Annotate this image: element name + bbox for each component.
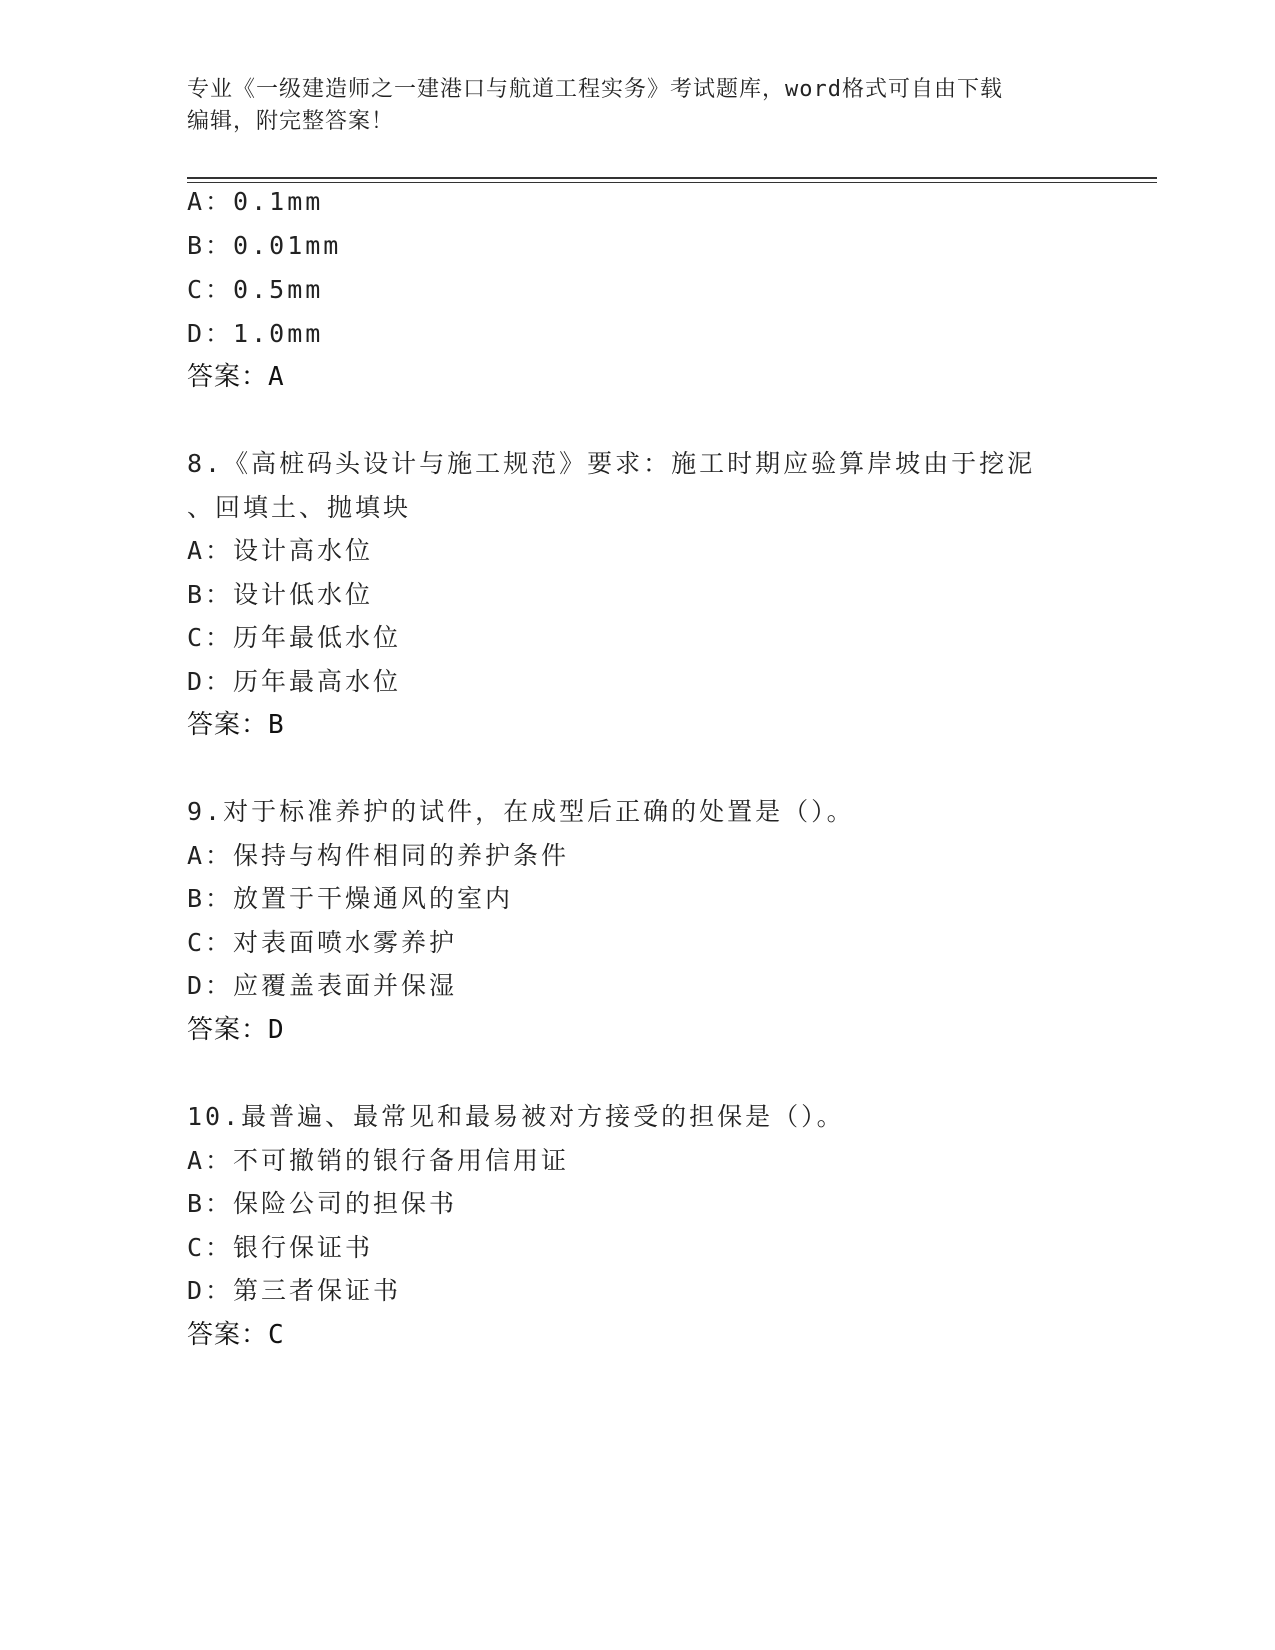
q10-option-c: C：银行保证书 [187, 1233, 374, 1262]
q7-option-a: A：0.1mm [187, 187, 324, 216]
q8-option-b: B：设计低水位 [187, 580, 374, 609]
answer-label: 答案： [187, 710, 269, 740]
q10-option-b: B：保险公司的担保书 [187, 1189, 458, 1218]
q8-option-c: C：历年最低水位 [187, 623, 402, 652]
answer-label: 答案： [187, 362, 269, 392]
q10-answer [187, 1318, 285, 1352]
answer-value: A [268, 362, 285, 392]
header-line-1: 专业《一级建造师之一建港口与航道工程实务》考试题库，word格式可自由下载 [187, 77, 1003, 102]
q8-answer [187, 708, 285, 742]
q9-option-b: B：放置于干燥通风的室内 [187, 884, 514, 913]
q7-option-c: C：0.5mm [187, 275, 324, 304]
q8-question-line-1: 8.《高桩码头设计与施工规范》要求：施工时期应验算岸坡由于挖泥 [187, 449, 1036, 478]
answer-value: B [268, 710, 285, 740]
answer-label: 答案： [187, 1015, 269, 1045]
q10-option-d: D：第三者保证书 [187, 1276, 402, 1305]
q10-question-line-1: 10.最普遍、最常见和最易被对方接受的担保是（）。 [187, 1102, 845, 1131]
q8-question-line-2: 、回填土、抛填块 [187, 493, 412, 522]
document-header [187, 74, 1067, 138]
q9-option-a: A：保持与构件相同的养护条件 [187, 841, 570, 870]
answer-value: D [268, 1015, 285, 1045]
q7-answer [187, 360, 285, 394]
header-divider-thin [187, 182, 1157, 183]
answer-value: C [268, 1320, 285, 1350]
q10-option-a: A：不可撤销的银行备用信用证 [187, 1146, 570, 1175]
answer-label: 答案： [187, 1320, 269, 1350]
q7-option-d: D：1.0mm [187, 319, 324, 348]
header-line-2: 编辑，附完整答案！ [187, 109, 395, 134]
q8-option-a: A：设计高水位 [187, 536, 374, 565]
q9-option-d: D：应覆盖表面并保湿 [187, 971, 458, 1000]
q7-option-b: B：0.01mm [187, 231, 342, 260]
q8-option-d: D：历年最高水位 [187, 667, 402, 696]
q9-question-line-1: 9.对于标准养护的试件，在成型后正确的处置是（）。 [187, 797, 855, 826]
q9-answer [187, 1013, 285, 1047]
header-divider-thick [187, 177, 1157, 179]
q9-option-c: C：对表面喷水雾养护 [187, 928, 458, 957]
